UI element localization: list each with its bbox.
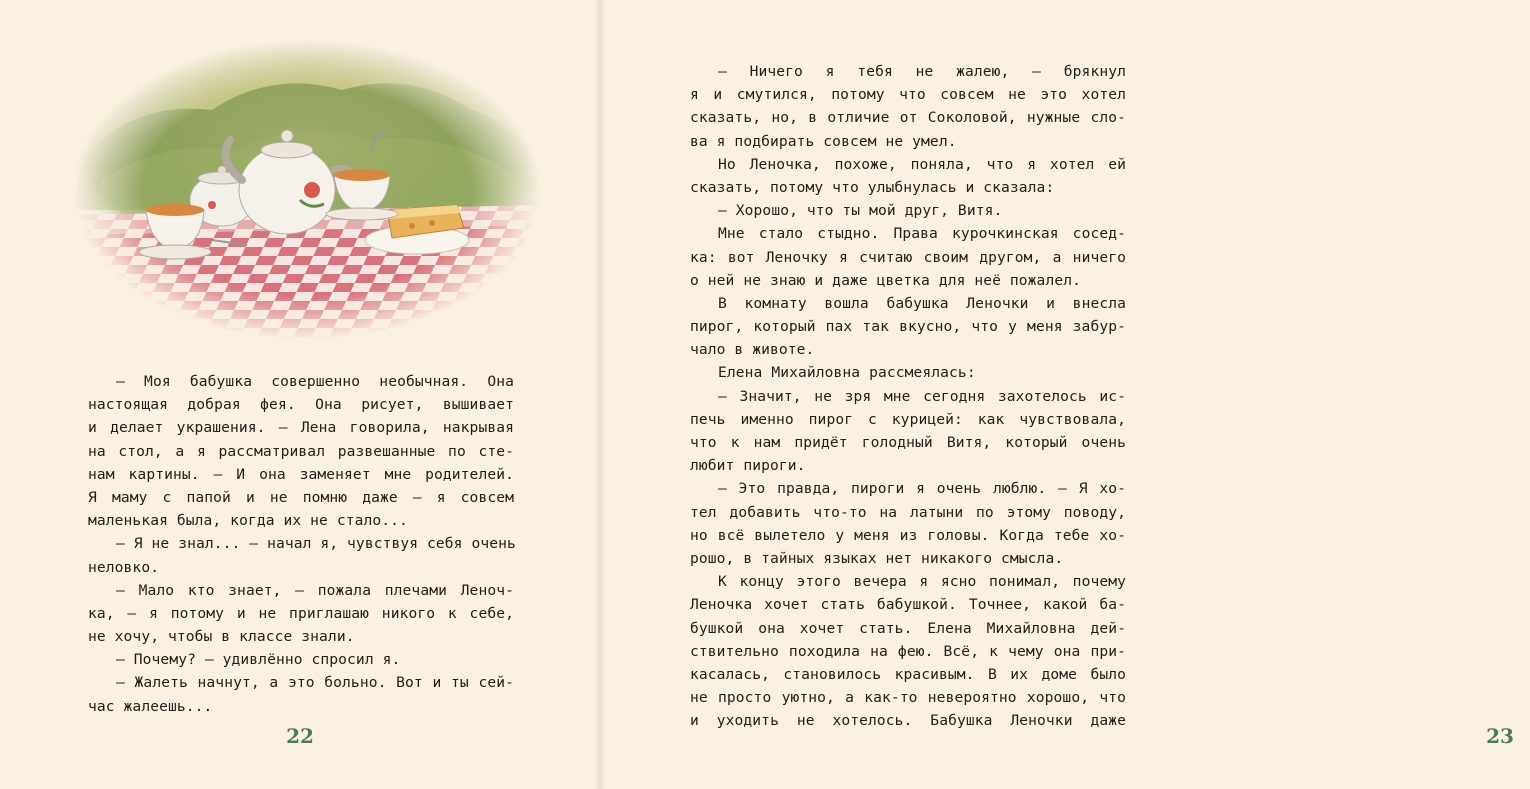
text-line: сказать, но, в отличие от Соколовой, нужные сло- bbox=[690, 109, 1126, 127]
page-number: 23 bbox=[1486, 724, 1514, 748]
text-line: В комнату вошла бабушка Леночки и внесла bbox=[718, 294, 1126, 312]
text-line: бушкой она хочет стать. Елена Михайловна дей- bbox=[690, 619, 1126, 637]
text-line: не просто уютно, а как-то невероятно хорошо, что bbox=[690, 689, 1126, 707]
text-line: Леночка хочет стать бабушкой. Точнее, какой ба- bbox=[690, 596, 1126, 614]
text-line: — Мало кто знает, — пожала плечами Леноч- bbox=[116, 581, 514, 599]
text-line: не хочу, чтобы в классе знали. bbox=[88, 628, 355, 646]
right-page-text bbox=[690, 60, 1126, 732]
text-line: — Значит, не зря мне сегодня захотелось ис- bbox=[718, 387, 1126, 405]
tea-party-illustration bbox=[72, 40, 542, 340]
text-line: касалась, становилось красивым. В их доме было bbox=[690, 665, 1126, 683]
text-line: чало в животе. bbox=[690, 341, 815, 359]
page-number: 22 bbox=[286, 724, 314, 748]
text-line: Я маму с папой и не помню даже — я совсем bbox=[88, 488, 514, 506]
text-line: ва я подбирать совсем не умел. bbox=[690, 132, 957, 150]
text-line: ка: вот Леночку я считаю своим другом, а ничего bbox=[690, 248, 1126, 266]
text-line: — Это правда, пироги я очень люблю. — Я хо- bbox=[718, 480, 1126, 498]
right-page bbox=[600, 0, 1514, 789]
text-line: и делает украшения. — Лена говорила, накрывая bbox=[88, 419, 514, 437]
left-page bbox=[0, 0, 600, 789]
text-line: Елена Михайловна рассмеялась: bbox=[718, 364, 976, 382]
text-line: нам картины. — И она заменяет мне родителей. bbox=[88, 465, 514, 483]
text-line: пирог, который пах так вкусно, что у меня забур- bbox=[690, 318, 1126, 336]
text-line: ствительно походила на фею. Всё, к чему она при- bbox=[690, 642, 1126, 660]
text-line: — Я не знал... — начал я, чувствуя себя очень bbox=[116, 535, 516, 553]
text-line: о ней не знаю и даже цветка для неё пожалел. bbox=[690, 271, 1081, 289]
text-line: настоящая добрая фея. Она рисует, вышивает bbox=[88, 396, 514, 414]
text-line: тел добавить что-то на латыни по этому поводу, bbox=[690, 503, 1126, 521]
text-line: любит пироги. bbox=[690, 457, 806, 475]
text-line: Мне стало стыдно. Права курочкинская сосед- bbox=[718, 225, 1126, 243]
text-line: печь именно пирог с курицей: как чувствовала, bbox=[690, 410, 1126, 428]
text-line: — Почему? — удивлённо спросил я. bbox=[116, 651, 401, 669]
text-line: — Моя бабушка совершенно необычная. Она bbox=[116, 373, 514, 390]
text-line: маленькая была, когда их не стало... bbox=[88, 512, 408, 530]
text-line: — Жалеть начнут, а это больно. Вот и ты сей- bbox=[116, 674, 514, 692]
left-page-text bbox=[88, 370, 514, 718]
text-line: рошо, в тайных языках нет никакого смысла. bbox=[690, 549, 1064, 567]
text-line: ка, — я потому и не приглашаю никого к себе, bbox=[88, 604, 514, 622]
text-line: Но Леночка, похоже, поняла, что я хотел ей bbox=[718, 155, 1126, 173]
text-line: неловко. bbox=[88, 558, 160, 576]
text-line: я и смутился, потому что совсем не это хотел bbox=[690, 86, 1126, 104]
text-line: на стол, а я рассматривал развешанные по сте- bbox=[88, 442, 514, 460]
text-line: сказать, потому что улыбнулась и сказала: bbox=[690, 178, 1055, 196]
text-line: — Ничего я тебя не жалею, — брякнул bbox=[718, 63, 1126, 80]
text-line: и уходить не хотелось. Бабушка Леночки даже bbox=[690, 712, 1126, 730]
text-line: К концу этого вечера я ясно понимал, почему bbox=[718, 573, 1126, 591]
text-line: час жалеешь... bbox=[88, 697, 213, 715]
text-line: но всё вылетело у меня из головы. Когда тебе хо- bbox=[690, 526, 1126, 544]
text-line: — Хорошо, что ты мой друг, Витя. bbox=[718, 202, 1003, 220]
text-line: что к нам придёт голодный Витя, который очень bbox=[690, 434, 1126, 451]
